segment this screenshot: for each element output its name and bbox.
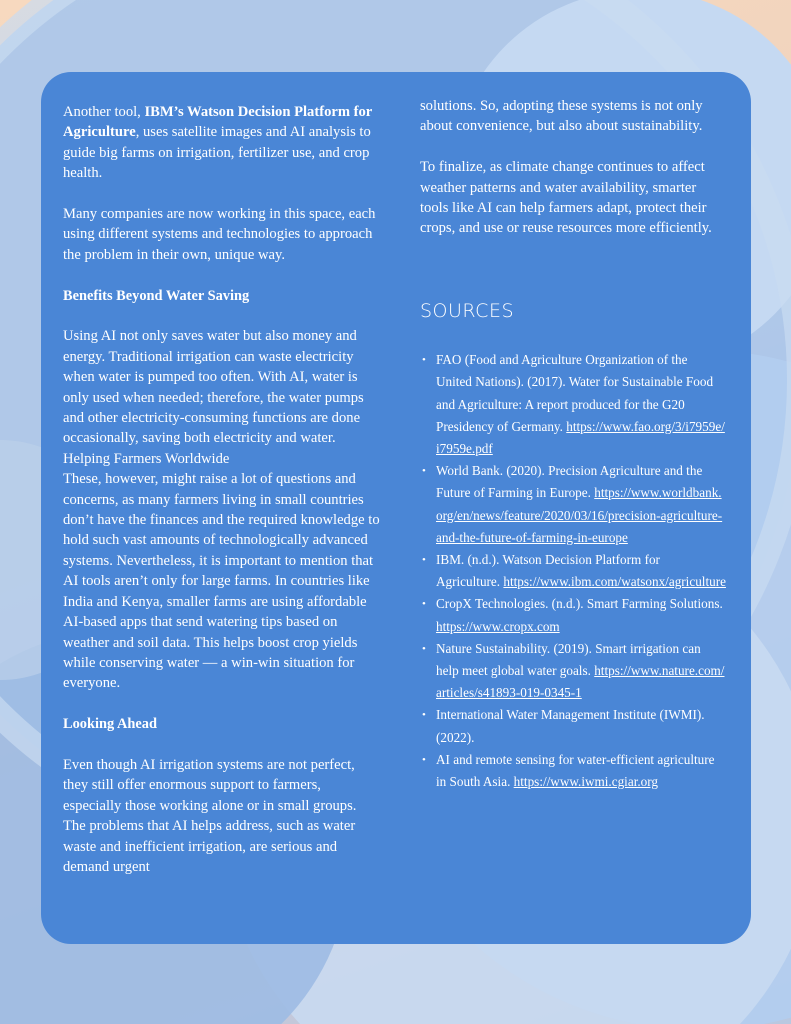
paragraph-rest-text: , uses satellite images and AI analysis to guide big farms on irrigation, fertilizer use, and crop health. xyxy=(63,124,371,182)
source-text: World Bank. (2020). Precision Agriculture and the Future of Farming in Europe. xyxy=(436,463,703,501)
heading-looking-ahead: Looking Ahead xyxy=(63,716,157,733)
source-link[interactable]: https://www.nature.com/articles/s41893-019-0345-1 xyxy=(436,663,725,701)
paragraph-watson xyxy=(63,102,381,184)
source-link[interactable]: https://www.worldbank.org/en/news/feature/2020/03/16/precision-agriculture-and-the-future-of-farming-in-europe xyxy=(436,485,723,545)
sources-list xyxy=(420,349,726,793)
source-text: AI and remote sensing for water-efficient agriculture in South Asia. xyxy=(436,751,715,790)
source-item xyxy=(420,593,726,637)
source-item xyxy=(420,704,726,748)
source-item xyxy=(420,349,726,460)
source-item xyxy=(420,460,726,549)
source-link[interactable]: https://www.iwmi.cgiar.org xyxy=(513,774,658,790)
paragraph-finalize: To finalize, as climate change continues to affect weather patterns and water availability, smarter tools like AI can help farmers adapt, protect their crops, and use or reuse resources more efficiently. xyxy=(420,159,712,237)
right-column xyxy=(420,96,726,793)
source-text: International Water Management Institute (IWMI). (2022). xyxy=(436,707,705,745)
source-item xyxy=(420,749,726,793)
source-item xyxy=(420,549,726,593)
paragraph-helping-farmers: These, however, might raise a lot of questions and concerns, as many farmers living in small countries don’t have the finances and the required knowledge to hold such vast amounts of technologically advanced systems. Nevertheless, it is important to mention that AI tools aren’t only for large farms. In countries like India and Kenya, smaller farms are using affordable AI-based apps that send watering tips based on weather and soil data. This helps boost crop yields while conserving water — a win-win situation for everyone. xyxy=(63,471,380,692)
source-text: Nature Sustainability. (2019). Smart irrigation can help meet global water goals. xyxy=(436,640,701,679)
source-text: FAO (Food and Agriculture Organization of the United Nations). (2017). Water for Sustainable Food and Agriculture: A report produced for the G20 Presidency of Germany. xyxy=(436,352,714,434)
heading-benefits: Benefits Beyond Water Saving xyxy=(63,287,250,304)
content-panel xyxy=(41,72,751,944)
subheading-helping-farmers: Helping Farmers Worldwide xyxy=(63,450,230,467)
paragraph-companies: Many companies are now working in this space, each using different systems and technologies to approach the problem in their own, unique way. xyxy=(63,206,376,263)
paragraph-solutions: solutions. So, adopting these systems is not only about convenience, but also about sustainability. xyxy=(420,98,703,135)
source-text: IBM. (n.d.). Watson Decision Platform for Agriculture. xyxy=(436,552,660,590)
paragraph-intro-text: Another tool, xyxy=(63,104,145,120)
paragraph-benefits: Using AI not only saves water but also money and energy. Traditional irrigation can waste electricity when water is pumped too often. With AI, water is only used when needed; therefore, the water pumps and other electricity-consuming functions are done occasionally, saving both electricity and water. xyxy=(63,328,364,447)
source-link[interactable]: https://www.fao.org/3/i7959e/i7959e.pdf xyxy=(436,418,725,457)
source-text: CropX Technologies. (n.d.). Smart Farming Solutions. xyxy=(436,596,723,612)
sources-title: SOURCES xyxy=(420,299,515,322)
watson-platform-name: IBM’s Watson Decision Platform for Agriculture xyxy=(63,104,373,141)
left-column xyxy=(63,102,381,877)
source-item xyxy=(420,638,726,705)
source-link[interactable]: https://www.ibm.com/watsonx/agriculture xyxy=(503,574,726,590)
source-link[interactable]: https://www.cropx.com xyxy=(436,618,560,634)
paragraph-looking-ahead: Even though AI irrigation systems are not perfect, they still offer enormous support to farmers, especially those working alone or in small groups. The problems that AI helps address, such as water waste and inefficient irrigation, are serious and demand urgent xyxy=(63,756,357,875)
